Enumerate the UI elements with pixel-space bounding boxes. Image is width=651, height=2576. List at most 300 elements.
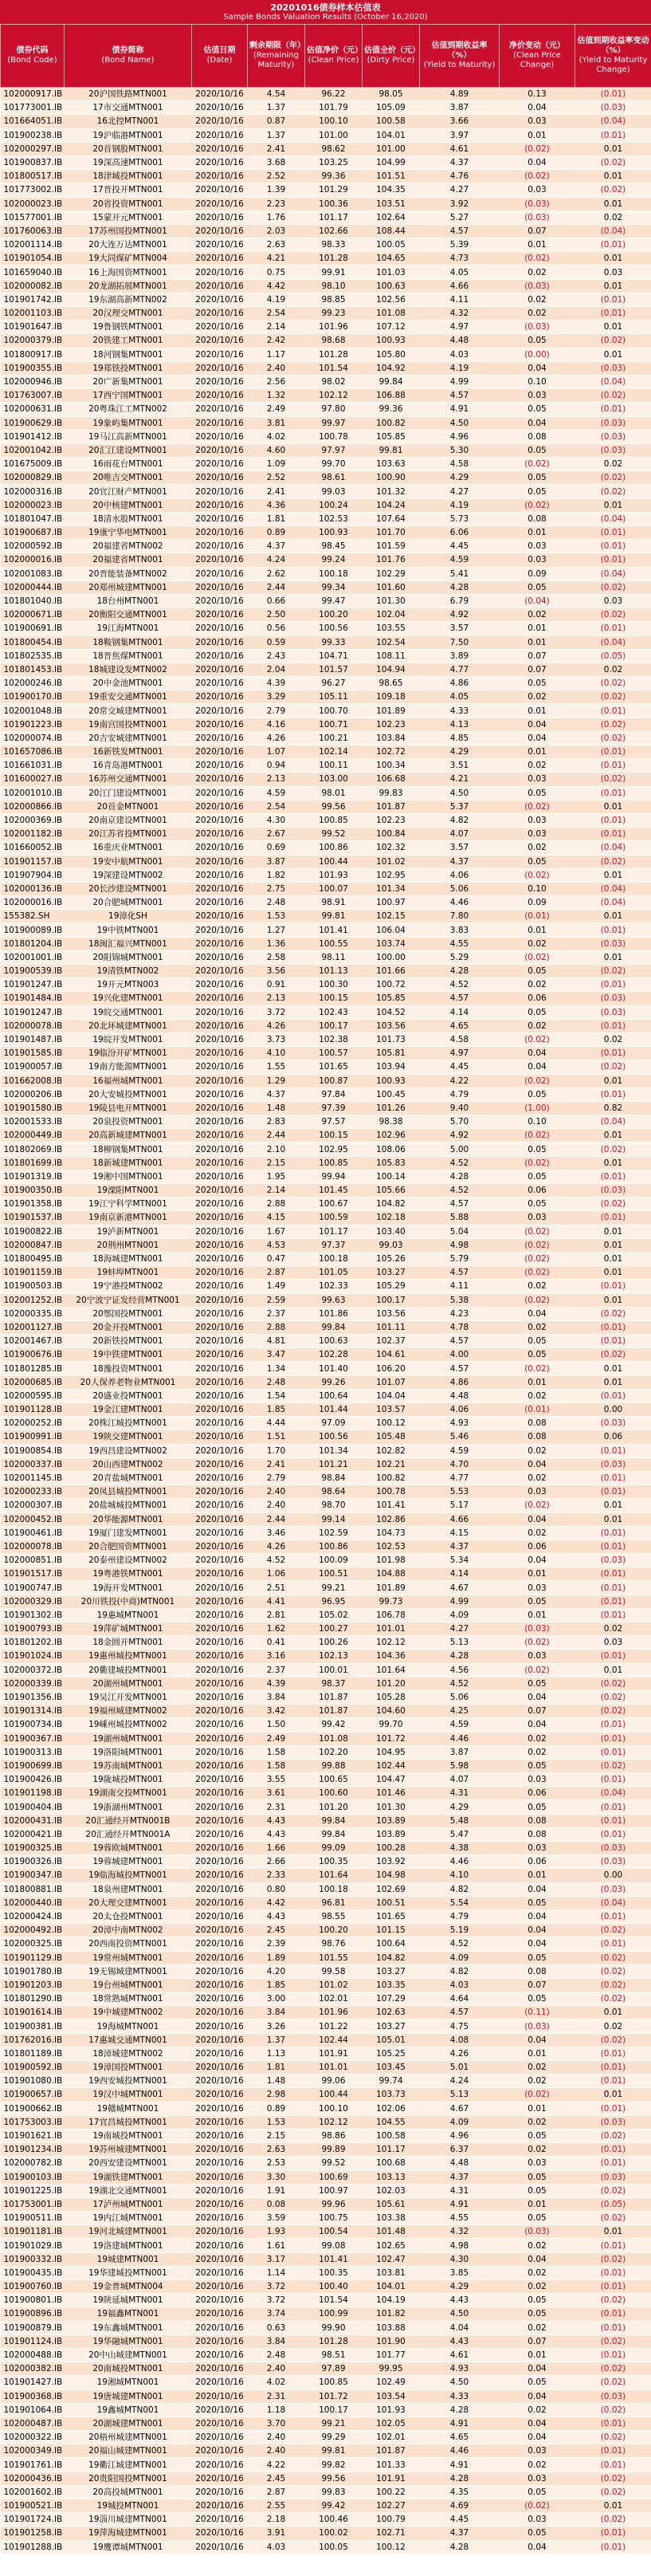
cell-clean-price: 98.11 xyxy=(305,950,363,964)
cell-dirty-price: 103.84 xyxy=(363,731,420,745)
table-row xyxy=(1,265,651,279)
cell-bond-code: 101900837.IB xyxy=(1,155,65,169)
cell-yield: 5.17 xyxy=(420,1499,500,1512)
cell-dirty-price: 100.22 xyxy=(363,2485,420,2499)
cell-bond-name: 19萍矿城MTN001 xyxy=(65,1622,192,1636)
cell-dirty-price: 101.65 xyxy=(363,1909,420,1923)
cell-yield-change: (0.01) xyxy=(575,1540,651,1553)
cell-yield-change: (0.01) xyxy=(575,238,651,252)
cell-bond-code: 101901742.IB xyxy=(1,293,65,306)
cell-clean-price-change: 0.05 xyxy=(500,2170,575,2184)
cell-clean-price: 102.28 xyxy=(305,1348,363,1362)
cell-clean-price-change: 0.02 xyxy=(500,2458,575,2472)
cell-yield: 4.96 xyxy=(420,2129,500,2142)
cell-clean-price: 100.70 xyxy=(305,704,363,718)
cell-clean-price: 102.53 xyxy=(305,512,363,525)
cell-clean-price: 99.70 xyxy=(305,458,363,471)
cell-date: 2020/10/16 xyxy=(192,855,248,868)
cell-clean-price: 98.01 xyxy=(305,786,363,800)
cell-dirty-price: 101.30 xyxy=(363,1800,420,1814)
cell-date: 2020/10/16 xyxy=(192,1540,248,1553)
cell-yield-change: (0.02) xyxy=(575,2513,651,2527)
cell-yield-change: 0.01 xyxy=(575,950,651,964)
cell-clean-price: 99.56 xyxy=(305,800,363,813)
cell-yield: 4.29 xyxy=(420,1800,500,1814)
cell-clean-price-change: 0.03 xyxy=(500,1485,575,1499)
cell-clean-price: 99.29 xyxy=(305,2431,363,2444)
cell-yield: 4.05 xyxy=(420,265,500,279)
cell-bond-name: 20金开投MTN001 xyxy=(65,1320,192,1334)
cell-bond-code: 101900662.IB xyxy=(1,2102,65,2115)
cell-remaining-maturity: 4.42 xyxy=(248,279,305,293)
cell-yield: 4.21 xyxy=(420,773,500,786)
table-row xyxy=(1,1909,651,1923)
cell-bond-code: 155382.SH xyxy=(1,910,65,923)
cell-bond-code: 101801040.IB xyxy=(1,594,65,608)
cell-clean-price-change: 0.01 xyxy=(500,1375,575,1389)
table-row xyxy=(1,2348,651,2362)
cell-bond-code: 102001182.IB xyxy=(1,828,65,841)
cell-yield: 4.86 xyxy=(420,677,500,690)
cell-bond-name: 19惠州城投MTN001 xyxy=(65,1650,192,1663)
cell-clean-price-change: 0.02 xyxy=(500,2143,575,2157)
cell-yield-change: (0.01) xyxy=(575,1320,651,1334)
cell-clean-price: 101.44 xyxy=(305,1403,363,1417)
table-row xyxy=(1,1951,651,1964)
cell-bond-code: 102000595.IB xyxy=(1,1389,65,1402)
cell-remaining-maturity: 3.72 xyxy=(248,1005,305,1019)
table-row xyxy=(1,567,651,580)
cell-date: 2020/10/16 xyxy=(192,142,248,155)
cell-dirty-price: 98.65 xyxy=(363,677,420,690)
cell-dirty-price: 102.64 xyxy=(363,210,420,224)
cell-bond-code: 101900691.IB xyxy=(1,622,65,635)
cell-remaining-maturity: 3.16 xyxy=(248,1650,305,1663)
cell-bond-name: 16苏州交通MTN001 xyxy=(65,773,192,786)
table-row xyxy=(1,635,651,649)
cell-clean-price-change: 0.05 xyxy=(500,855,575,868)
cell-dirty-price: 106.04 xyxy=(363,923,420,937)
cell-date: 2020/10/16 xyxy=(192,1335,248,1348)
cell-yield-change: (0.02) xyxy=(575,334,651,348)
cell-clean-price-change: 0.04 xyxy=(500,2362,575,2376)
cell-remaining-maturity: 1.85 xyxy=(248,1403,305,1417)
cell-clean-price-change: 0.07 xyxy=(500,1978,575,1992)
cell-date: 2020/10/16 xyxy=(192,279,248,293)
cell-remaining-maturity: 4.81 xyxy=(248,1335,305,1348)
cell-yield-change: (0.01) xyxy=(575,2417,651,2430)
cell-date: 2020/10/16 xyxy=(192,526,248,540)
table-row xyxy=(1,2334,651,2348)
cell-dirty-price: 101.98 xyxy=(363,1554,420,1567)
cell-remaining-maturity: 0.89 xyxy=(248,2102,305,2115)
cell-bond-name: 20宜江财产MTN001 xyxy=(65,485,192,498)
cell-clean-price-change: 0.01 xyxy=(500,526,575,540)
cell-clean-price: 100.71 xyxy=(305,718,363,731)
cell-yield-change: (0.02) xyxy=(575,471,651,485)
cell-remaining-maturity: 0.89 xyxy=(248,526,305,540)
cell-yield-change: (0.01) xyxy=(575,526,651,540)
table-row xyxy=(1,594,651,608)
cell-yield: 4.45 xyxy=(420,540,500,553)
cell-clean-price-change: 0.03 xyxy=(500,1773,575,1787)
cell-bond-name: 20合肥国资MTN001 xyxy=(65,1540,192,1553)
cell-dirty-price: 100.72 xyxy=(363,978,420,992)
cell-yield-change: (0.01) xyxy=(575,2075,651,2088)
cell-yield: 5.19 xyxy=(420,1924,500,1937)
cell-clean-price-change: 0.04 xyxy=(500,2417,575,2430)
cell-remaining-maturity: 1.49 xyxy=(248,1280,305,1293)
cell-date: 2020/10/16 xyxy=(192,992,248,1005)
cell-remaining-maturity: 4.44 xyxy=(248,1417,305,1430)
cell-remaining-maturity: 4.26 xyxy=(248,731,305,745)
table-row xyxy=(1,1622,651,1636)
cell-date: 2020/10/16 xyxy=(192,567,248,580)
cell-clean-price-change: (0.02) xyxy=(500,800,575,813)
cell-clean-price-change: (0.01) xyxy=(500,910,575,923)
cell-dirty-price: 104.01 xyxy=(363,128,420,142)
cell-clean-price: 101.20 xyxy=(305,1800,363,1814)
cell-yield-change: 0.01 xyxy=(575,197,651,210)
table-row xyxy=(1,389,651,403)
cell-clean-price-change: (0.02) xyxy=(500,1238,575,1252)
cell-clean-price: 100.86 xyxy=(305,841,363,855)
cell-dirty-price: 104.65 xyxy=(363,252,420,265)
cell-bond-code: 102000487.IB xyxy=(1,2417,65,2430)
cell-clean-price-change: 0.02 xyxy=(500,2239,575,2252)
cell-bond-name: 19郑铁投MTN001 xyxy=(65,361,192,375)
cell-bond-name: 19陕延城MTN001 xyxy=(65,2294,192,2307)
cell-remaining-maturity: 2.41 xyxy=(248,142,305,155)
cell-bond-code: 101675009.IB xyxy=(1,458,65,471)
cell-yield: 4.91 xyxy=(420,2458,500,2472)
cell-bond-name: 19湘城MTN001 xyxy=(65,2376,192,2389)
cell-yield: 5.34 xyxy=(420,1554,500,1567)
table-row xyxy=(1,1827,651,1841)
cell-yield: 3.85 xyxy=(420,2266,500,2279)
cell-yield: 4.14 xyxy=(420,1567,500,1581)
cell-yield: 4.31 xyxy=(420,2184,500,2197)
table-row xyxy=(1,1320,651,1334)
cell-yield: 5.06 xyxy=(420,882,500,895)
table-row xyxy=(1,690,651,704)
cell-yield: 4.29 xyxy=(420,2280,500,2294)
cell-yield-change: 0.03 xyxy=(575,1636,651,1650)
cell-clean-price: 99.84 xyxy=(305,1320,363,1334)
cell-clean-price: 99.24 xyxy=(305,553,363,567)
cell-yield: 4.52 xyxy=(420,1677,500,1690)
cell-clean-price-change: (0.11) xyxy=(500,2006,575,2020)
cell-bond-name: 20晋能装备MTN002 xyxy=(65,567,192,580)
cell-yield-change: (0.01) xyxy=(575,403,651,416)
cell-clean-price: 100.64 xyxy=(305,1389,363,1402)
cell-clean-price-change: (0.02) xyxy=(500,950,575,964)
header-label-cn: 估值净价（元） xyxy=(307,46,363,55)
cell-yield: 4.11 xyxy=(420,293,500,306)
cell-date: 2020/10/16 xyxy=(192,1842,248,1855)
cell-date: 2020/10/16 xyxy=(192,1595,248,1608)
cell-yield: 5.39 xyxy=(420,238,500,252)
table-row xyxy=(1,1375,651,1389)
cell-clean-price: 100.87 xyxy=(305,1074,363,1087)
cell-date: 2020/10/16 xyxy=(192,197,248,210)
cell-remaining-maturity: 4.42 xyxy=(248,1896,305,1909)
cell-date: 2020/10/16 xyxy=(192,1362,248,1375)
cell-bond-code: 101900760.IB xyxy=(1,2280,65,2294)
cell-dirty-price: 101.07 xyxy=(363,1375,420,1389)
cell-remaining-maturity: 2.48 xyxy=(248,896,305,910)
cell-remaining-maturity: 1.29 xyxy=(248,1074,305,1087)
cell-dirty-price: 103.45 xyxy=(363,2061,420,2075)
cell-date: 2020/10/16 xyxy=(192,594,248,608)
cell-date: 2020/10/16 xyxy=(192,1937,248,1951)
cell-clean-price: 100.11 xyxy=(305,759,363,773)
cell-clean-price-change: 0.02 xyxy=(500,608,575,622)
cell-clean-price: 105.02 xyxy=(305,1608,363,1622)
table-row xyxy=(1,1225,651,1238)
table-row xyxy=(1,2266,651,2279)
cell-yield-change: (0.01) xyxy=(575,978,651,992)
table-row xyxy=(1,580,651,594)
cell-dirty-price: 101.72 xyxy=(363,1732,420,1745)
cell-date: 2020/10/16 xyxy=(192,2513,248,2527)
cell-yield-change: 0.01 xyxy=(575,1156,651,1170)
cell-dirty-price: 102.23 xyxy=(363,813,420,827)
cell-bond-code: 101900461.IB xyxy=(1,1526,65,1540)
cell-yield: 4.07 xyxy=(420,1773,500,1787)
cell-yield-change: (0.02) xyxy=(575,2431,651,2444)
cell-remaining-maturity: 3.42 xyxy=(248,1705,305,1718)
table-row xyxy=(1,1992,651,2006)
cell-yield: 4.59 xyxy=(420,1718,500,1732)
cell-yield-change: 0.01 xyxy=(575,321,651,334)
cell-clean-price-change: 0.04 xyxy=(500,2033,575,2047)
cell-bond-code: 102000449.IB xyxy=(1,1129,65,1142)
cell-bond-name: 19内江城MTN001 xyxy=(65,2212,192,2225)
cell-bond-name: 18金圆开MTN001 xyxy=(65,1636,192,1650)
cell-clean-price-change: 0.06 xyxy=(500,1855,575,1869)
cell-dirty-price: 100.90 xyxy=(363,471,420,485)
cell-bond-name: 17西宁国MTN001 xyxy=(65,389,192,403)
cell-bond-code: 101773002.IB xyxy=(1,183,65,197)
table-row xyxy=(1,2527,651,2540)
cell-bond-name: 19重安交通MTN001 xyxy=(65,690,192,704)
cell-clean-price: 102.13 xyxy=(305,1650,363,1663)
cell-date: 2020/10/16 xyxy=(192,224,248,238)
cell-clean-price-change: 0.07 xyxy=(500,2334,575,2348)
cell-yield-change: 0.02 xyxy=(575,458,651,471)
table-row xyxy=(1,786,651,800)
table-row xyxy=(1,2006,651,2020)
cell-yield: 4.70 xyxy=(420,1457,500,1471)
cell-dirty-price: 105.09 xyxy=(363,101,420,115)
cell-clean-price: 98.64 xyxy=(305,1485,363,1499)
cell-remaining-maturity: 2.15 xyxy=(248,1156,305,1170)
table-row xyxy=(1,950,651,964)
cell-yield: 4.79 xyxy=(420,1909,500,1923)
header-label-en: (Date) xyxy=(206,56,233,65)
cell-date: 2020/10/16 xyxy=(192,389,248,403)
cell-remaining-maturity: 1.48 xyxy=(248,1101,305,1115)
table-row xyxy=(1,2115,651,2129)
cell-bond-name: 18台州MTN001 xyxy=(65,594,192,608)
cell-clean-price-change: (0.02) xyxy=(500,2088,575,2102)
cell-bond-name: 19西昌建设MTN002 xyxy=(65,1444,192,1457)
cell-clean-price-change: 0.02 xyxy=(500,1280,575,1293)
cell-bond-code: 102000851.IB xyxy=(1,1554,65,1567)
cell-clean-price: 97.84 xyxy=(305,1087,363,1101)
cell-dirty-price: 106.20 xyxy=(363,1362,420,1375)
cell-date: 2020/10/16 xyxy=(192,2266,248,2279)
cell-yield-change: (0.01) xyxy=(575,1745,651,1759)
table-row xyxy=(1,1608,651,1622)
cell-yield-change: (0.01) xyxy=(575,2348,651,2362)
table-row xyxy=(1,375,651,388)
cell-date: 2020/10/16 xyxy=(192,2129,248,2142)
cell-remaining-maturity: 2.52 xyxy=(248,471,305,485)
cell-yield-change: 0.00 xyxy=(575,1869,651,1882)
table-row xyxy=(1,937,651,950)
cell-yield-change: 0.01 xyxy=(575,1375,651,1389)
cell-yield-change: (0.03) xyxy=(575,1855,651,1869)
cell-bond-name: 20泰州建设MTN002 xyxy=(65,1554,192,1567)
cell-dirty-price: 102.54 xyxy=(363,635,420,649)
cell-clean-price: 99.26 xyxy=(305,1375,363,1389)
cell-yield-change: 0.01 xyxy=(575,498,651,512)
cell-yield: 4.76 xyxy=(420,170,500,183)
cell-bond-code: 102000325.IB xyxy=(1,1937,65,1951)
cell-bond-name: 19大同煤矿MTN004 xyxy=(65,252,192,265)
cell-clean-price-change: 0.05 xyxy=(500,2184,575,2197)
cell-bond-name: 19湖南交投MTN001 xyxy=(65,1787,192,1800)
cell-remaining-maturity: 2.41 xyxy=(248,1457,305,1471)
cell-bond-name: 20南城投MTN001 xyxy=(65,2362,192,2376)
cell-bond-code: 101900170.IB xyxy=(1,690,65,704)
table-row xyxy=(1,430,651,443)
cell-dirty-price: 101.32 xyxy=(363,485,420,498)
cell-dirty-price: 100.68 xyxy=(363,2157,420,2170)
cell-dirty-price: 103.40 xyxy=(363,1225,420,1238)
cell-clean-price: 99.84 xyxy=(305,1814,363,1827)
cell-yield: 4.78 xyxy=(420,1320,500,1334)
cell-bond-code: 101901181.IB xyxy=(1,2225,65,2239)
cell-bond-code: 101901225.IB xyxy=(1,2184,65,2197)
header-yield xyxy=(420,25,500,88)
cell-date: 2020/10/16 xyxy=(192,1074,248,1087)
cell-date: 2020/10/16 xyxy=(192,2499,248,2513)
cell-bond-code: 101753003.IB xyxy=(1,2115,65,2129)
cell-dirty-price: 101.73 xyxy=(363,1032,420,1046)
cell-bond-code: 101900699.IB xyxy=(1,1759,65,1772)
cell-clean-price-change: 0.05 xyxy=(500,1335,575,1348)
cell-dirty-price: 100.93 xyxy=(363,1074,420,1087)
cell-yield: 4.57 xyxy=(420,224,500,238)
table-row xyxy=(1,1595,651,1608)
cell-remaining-maturity: 2.54 xyxy=(248,307,305,321)
header-clean-price-change xyxy=(500,25,575,88)
cell-date: 2020/10/16 xyxy=(192,2212,248,2225)
cell-dirty-price: 101.41 xyxy=(363,1499,420,1512)
cell-date: 2020/10/16 xyxy=(192,1211,248,1225)
cell-bond-name: 20大安城投MTN001 xyxy=(65,1087,192,1101)
table-row xyxy=(1,1184,651,1198)
cell-yield-change: (0.02) xyxy=(575,855,651,868)
table-row xyxy=(1,1677,651,1690)
cell-remaining-maturity: 4.02 xyxy=(248,2376,305,2389)
cell-bond-name: 19唐城建MTN001 xyxy=(65,2389,192,2403)
cell-bond-name: 20华能源MTN001 xyxy=(65,1512,192,1526)
cell-clean-price: 100.18 xyxy=(305,1252,363,1265)
table-row xyxy=(1,1471,651,1485)
cell-bond-code: 102000307.IB xyxy=(1,1499,65,1512)
cell-yield: 4.27 xyxy=(420,1622,500,1636)
cell-clean-price-change: 0.06 xyxy=(500,992,575,1005)
table-row xyxy=(1,1087,651,1101)
title-block xyxy=(0,0,651,24)
cell-yield: 4.32 xyxy=(420,2225,500,2239)
cell-dirty-price: 101.46 xyxy=(363,1787,420,1800)
cell-yield: 4.46 xyxy=(420,896,500,910)
cell-date: 2020/10/16 xyxy=(192,2348,248,2362)
cell-yield-change: (0.02) xyxy=(575,183,651,197)
cell-dirty-price: 100.58 xyxy=(363,115,420,128)
cell-yield-change: (0.01) xyxy=(575,1718,651,1732)
cell-yield: 4.82 xyxy=(420,813,500,827)
cell-clean-price-change: 0.05 xyxy=(500,1896,575,1909)
cell-bond-name: 20鄂国投MTN001 xyxy=(65,1307,192,1320)
cell-dirty-price: 102.37 xyxy=(363,1335,420,1348)
cell-remaining-maturity: 0.94 xyxy=(248,759,305,773)
cell-remaining-maturity: 1.53 xyxy=(248,910,305,923)
cell-remaining-maturity: 1.70 xyxy=(248,1444,305,1457)
cell-dirty-price: 101.08 xyxy=(363,307,420,321)
cell-clean-price-change: 0.02 xyxy=(500,1389,575,1402)
cell-bond-code: 102001602.IB xyxy=(1,2485,65,2499)
cell-dirty-price: 103.89 xyxy=(363,1814,420,1827)
cell-yield-change: 0.02 xyxy=(575,663,651,676)
cell-clean-price-change: 0.02 xyxy=(500,293,575,306)
cell-yield-change: (0.01) xyxy=(575,293,651,306)
table-row xyxy=(1,2075,651,2088)
table-row xyxy=(1,2513,651,2527)
cell-clean-price: 102.38 xyxy=(305,1032,363,1046)
cell-remaining-maturity: 3.56 xyxy=(248,965,305,978)
cell-yield: 4.57 xyxy=(420,1266,500,1280)
cell-bond-name: 19象屿集MTN001 xyxy=(65,416,192,430)
cell-remaining-maturity: 3.68 xyxy=(248,155,305,169)
cell-yield: 4.86 xyxy=(420,1375,500,1389)
cell-bond-code: 102001114.IB xyxy=(1,238,65,252)
valuation-table xyxy=(0,24,651,2554)
cell-yield: 4.57 xyxy=(420,992,500,1005)
cell-clean-price-change: 0.09 xyxy=(500,896,575,910)
cell-yield-change: (0.01) xyxy=(575,622,651,635)
cell-clean-price-change: 0.04 xyxy=(500,1457,575,1471)
table-row xyxy=(1,2020,651,2033)
cell-clean-price: 104.71 xyxy=(305,649,363,663)
cell-bond-code: 102001127.IB xyxy=(1,1320,65,1334)
cell-remaining-maturity: 3.91 xyxy=(248,2527,305,2540)
cell-bond-code: 101802069.IB xyxy=(1,1142,65,1156)
cell-clean-price-change: 0.02 xyxy=(500,759,575,773)
cell-dirty-price: 100.05 xyxy=(363,238,420,252)
cell-dirty-price: 103.38 xyxy=(363,2212,420,2225)
cell-bond-code: 101900657.IB xyxy=(1,2088,65,2102)
cell-dirty-price: 100.14 xyxy=(363,1170,420,1183)
cell-bond-name: 17晋投开MTN001 xyxy=(65,183,192,197)
cell-bond-name: 16青岛港MTN001 xyxy=(65,759,192,773)
header-bond-code xyxy=(1,25,65,88)
